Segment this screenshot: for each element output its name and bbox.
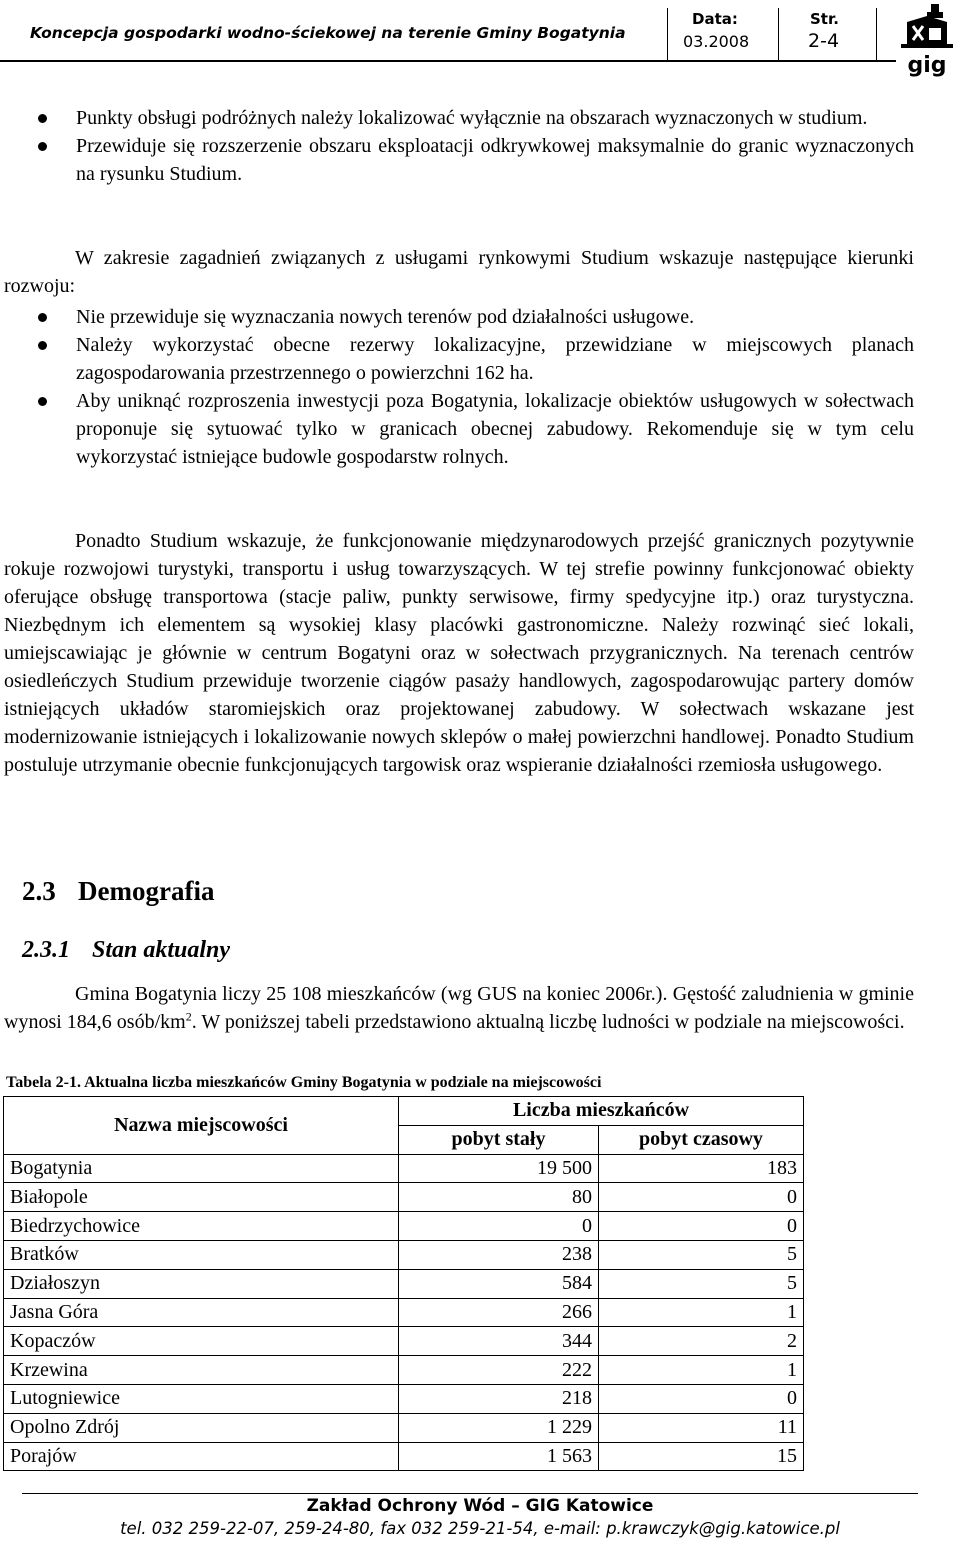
list-item: Nie przewiduje się wyznaczania nowych terenów pod działalności usługowe.	[0, 303, 914, 331]
footer-institution: Zakład Ochrony Wód – GIG Katowice	[306, 1496, 654, 1516]
section-heading: 2.3 Demografia	[22, 876, 215, 906]
gig-logo-icon	[897, 2, 957, 78]
list-item: Aby uniknąć rozproszenia inwestycji poza Bogatynia, lokalizacje obiektów usługowych w sołectwach proponuje się sytuować tylko w granicach obecnej zabudowy. Rekomenduje się w tym celu wykorzystać istniejące budowle gospodarstw rolnych.	[0, 387, 914, 471]
column-header-temporary: pobyt czasowy	[599, 1125, 804, 1154]
cell-permanent: 1 229	[399, 1413, 599, 1442]
cell-locality: Biedrzychowice	[4, 1212, 399, 1241]
table-row	[4, 1384, 804, 1413]
cell-permanent: 238	[399, 1240, 599, 1269]
svg-text:gig: gig	[907, 53, 947, 78]
table-row	[4, 1327, 804, 1356]
cell-locality: Porajów	[4, 1442, 399, 1471]
header-page-label: Str.	[810, 10, 839, 28]
cell-permanent: 344	[399, 1327, 599, 1356]
table-header-row	[4, 1097, 804, 1126]
cell-permanent: 584	[399, 1269, 599, 1298]
cell-temporary: 0	[599, 1384, 804, 1413]
population-table	[3, 1096, 804, 1471]
cell-locality: Białopole	[4, 1183, 399, 1212]
cell-temporary: 2	[599, 1327, 804, 1356]
table-row	[4, 1442, 804, 1471]
page-header	[0, 0, 960, 80]
cell-permanent: 80	[399, 1183, 599, 1212]
bullet-icon	[38, 397, 47, 406]
cell-locality: Opolno Zdrój	[4, 1413, 399, 1442]
bullet-icon	[38, 142, 47, 151]
table-body	[4, 1154, 804, 1471]
paragraph-border-crossings: Ponadto Studium wskazuje, że funkcjonowanie międzynarodowych przejść granicznych pozytywnie rokuje rozwojowi turystyki, transportu i usług towarzyszących. W tej strefie powinny funkcjonować obiekty oferujące obsługę transportowa (stacje paliw, punkty serwisowe, firmy spedycyjne itp.) oraz turystyczna. Niezbędnym ich elementem są wysokiej klasy placówki gastronomiczne. Należy rozwinąć sieć lokali, umiejscawiając je głównie w centrum Bogatyni oraz w sołectwach przygranicznych. Na terenach centrów osiedleńczych Studium przewiduje tworzenie ciągów pasaży handlowych, zagospodarowując partery domów istniejących układów staromiejskich oraz projektowanej zabudowy. W sołectwach wskazane jest modernizowanie istniejących i lokalizowanie nowych sklepów o małej powierzchni handlowej. Ponadto Studium postuluje utrzymanie obecnie funkcjonujących targowisk oraz wspieranie działalności rzemiosła usługowego.	[4, 530, 914, 776]
cell-temporary: 5	[599, 1240, 804, 1269]
bullet-list-top	[0, 104, 914, 188]
cell-permanent: 218	[399, 1384, 599, 1413]
table-row	[4, 1183, 804, 1212]
cell-temporary: 0	[599, 1212, 804, 1241]
table-row	[4, 1154, 804, 1183]
list-item: Punkty obsługi podróżnych należy lokalizować wyłącznie na obszarach wyznaczonych w studium.	[0, 104, 914, 132]
footer-rule	[22, 1493, 918, 1494]
cell-temporary: 1	[599, 1356, 804, 1385]
table-row	[4, 1212, 804, 1241]
column-header-group: Liczba mieszkańców	[399, 1097, 804, 1126]
header-divider	[778, 8, 779, 60]
table-row	[4, 1298, 804, 1327]
cell-permanent: 19 500	[399, 1154, 599, 1183]
cell-temporary: 0	[599, 1183, 804, 1212]
cell-temporary: 183	[599, 1154, 804, 1183]
cell-temporary: 15	[599, 1442, 804, 1471]
bullet-list-services	[0, 303, 914, 471]
header-title: Koncepcja gospodarki wodno-ściekowej na terenie Gminy Bogatynia	[30, 24, 626, 42]
cell-temporary: 1	[599, 1298, 804, 1327]
header-page-value: 2-4	[808, 30, 840, 52]
table-row	[4, 1413, 804, 1442]
cell-temporary: 5	[599, 1269, 804, 1298]
subsection-heading: 2.3.1 Stan aktualny	[22, 937, 231, 963]
cell-locality: Krzewina	[4, 1356, 399, 1385]
cell-permanent: 1 563	[399, 1442, 599, 1471]
list-item: Przewiduje się rozszerzenie obszaru eksploatacji odkrywkowej maksymalnie do granic wyznaczonych na rysunku Studium.	[0, 132, 914, 188]
cell-locality: Jasna Góra	[4, 1298, 399, 1327]
cell-locality: Kopaczów	[4, 1327, 399, 1356]
cell-permanent: 266	[399, 1298, 599, 1327]
column-header-permanent: pobyt stały	[399, 1125, 599, 1154]
cell-locality: Lutogniewice	[4, 1384, 399, 1413]
cell-permanent: 222	[399, 1356, 599, 1385]
list-item: Należy wykorzystać obecne rezerwy lokalizacyjne, przewidziane w miejscowych planach zagospodarowania przestrzennego o powierzchni 162 ha.	[0, 331, 914, 387]
bullet-icon	[38, 114, 47, 123]
bullet-icon	[38, 313, 47, 322]
cell-locality: Działoszyn	[4, 1269, 399, 1298]
paragraph-demography: Gmina Bogatynia liczy 25 108 mieszkańców (wg GUS na koniec 2006r.). Gęstość zaludnienia w gminie wynosi 184,6 osób/$km^2$. W poniższej tabeli przedstawiono aktualną liczbę ludności w podziale na miejscowości.	[4, 983, 914, 1033]
bullet-icon	[38, 341, 47, 350]
header-divider	[876, 8, 877, 60]
cell-temporary: 11	[599, 1413, 804, 1442]
table-row	[4, 1269, 804, 1298]
table-caption: Tabela 2-1. Aktualna liczba mieszkańców Gminy Bogatynia w podziale na miejscowości	[6, 1074, 602, 1091]
header-date-label: Data:	[692, 10, 738, 28]
footer-contact: tel. 032 259-22-07, 259-24-80, fax 032 259-21-54, e-mail: p.krawczyk@gig.katowice.pl	[120, 1519, 840, 1538]
cell-locality: Bogatynia	[4, 1154, 399, 1183]
header-date-value: 03.2008	[683, 32, 750, 51]
paragraph-services: W zakresie zagadnień związanych z usługami rynkowymi Studium wskazuje następujące kierunki rozwoju:	[4, 247, 914, 297]
column-header-name: Nazwa miejscowości	[4, 1097, 399, 1155]
cell-permanent: 0	[399, 1212, 599, 1241]
table-row	[4, 1240, 804, 1269]
table-row	[4, 1356, 804, 1385]
cell-locality: Bratków	[4, 1240, 399, 1269]
header-rule	[0, 60, 896, 62]
header-divider	[667, 8, 668, 60]
